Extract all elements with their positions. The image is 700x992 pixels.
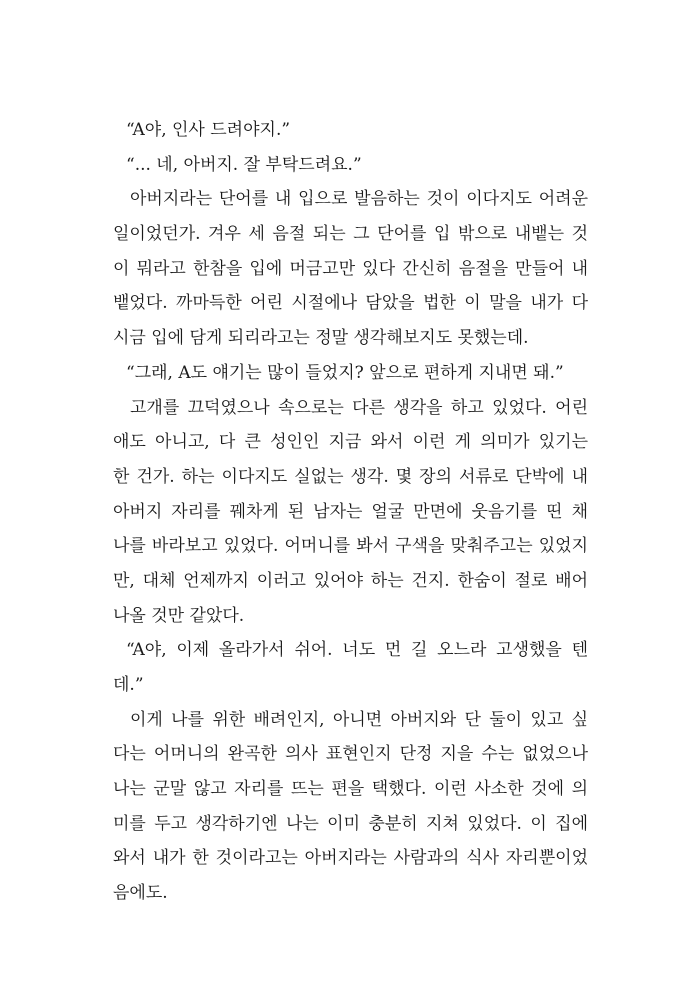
text-line: “A야, 인사 드려야지.” <box>126 120 291 140</box>
text-line: 아버지 자리를 꿰차게 된 남자는 얼굴 만면에 웃음기를 띤 채 <box>113 501 588 522</box>
text-line: 시금 입에 담게 되리라고는 정말 생각해보지도 못했는데. <box>113 328 529 349</box>
text-line: 뱉었다. 까마득한 어린 시절에나 담았을 법한 이 말을 내가 다 <box>113 293 588 314</box>
text-line: 고개를 끄덕였으나 속으로는 다른 생각을 하고 있었다. 어린 <box>130 397 588 418</box>
text-line: “... 네, 아버지. 잘 부탁드려요.” <box>126 154 362 175</box>
text-line: 만, 대체 언제까지 이러고 있어야 하는 건지. 한숨이 절로 배어 <box>113 570 588 591</box>
text-line: 데.” <box>113 675 144 695</box>
text-line: 다는 어머니의 완곡한 의사 표현인지 단정 지을 수는 없었으나 <box>113 744 588 765</box>
text-line: 이게 나를 위한 배려인지, 아니면 아버지와 단 둘이 있고 싶 <box>130 709 588 730</box>
text-line: “A야, 이제 올라가서 쉬어. 너도 먼 길 오느라 고생했을 텐 <box>126 640 588 661</box>
text-line: 음에도. <box>113 883 168 904</box>
text-line: 애도 아니고, 다 큰 성인인 지금 와서 이런 게 의미가 있기는 <box>113 432 588 453</box>
text-line: 아버지라는 단어를 내 입으로 발음하는 것이 이다지도 어려운 <box>130 189 588 210</box>
text-line: 나는 군말 않고 자리를 뜨는 편을 택했다. 이런 사소한 것에 의 <box>113 779 588 800</box>
text-line: 와서 내가 한 것이라고는 아버지라는 사람과의 식사 자리뿐이었 <box>113 848 588 869</box>
text-line: 나올 것만 같았다. <box>113 605 245 626</box>
text-line: 나를 바라보고 있었다. 어머니를 봐서 구색을 맞춰주고는 있었지 <box>113 536 588 557</box>
text-line: 이 뭐라고 한참을 입에 머금고만 있다 간신히 음절을 만들어 내 <box>113 258 588 279</box>
body-text <box>113 113 588 911</box>
text-line: 한 건가. 하는 이다지도 실없는 생각. 몇 장의 서류로 단박에 내 <box>113 466 588 487</box>
text-line: “그래, A도 얘기는 많이 들었지? 앞으로 편하게 지내면 돼.” <box>126 362 564 383</box>
text-line: 미를 두고 생각하기엔 나는 이미 충분히 지쳐 있었다. 이 집에 <box>113 813 588 834</box>
text-line: 일이었던가. 겨우 세 음절 되는 그 단어를 입 밖으로 내뱉는 것 <box>113 224 588 245</box>
